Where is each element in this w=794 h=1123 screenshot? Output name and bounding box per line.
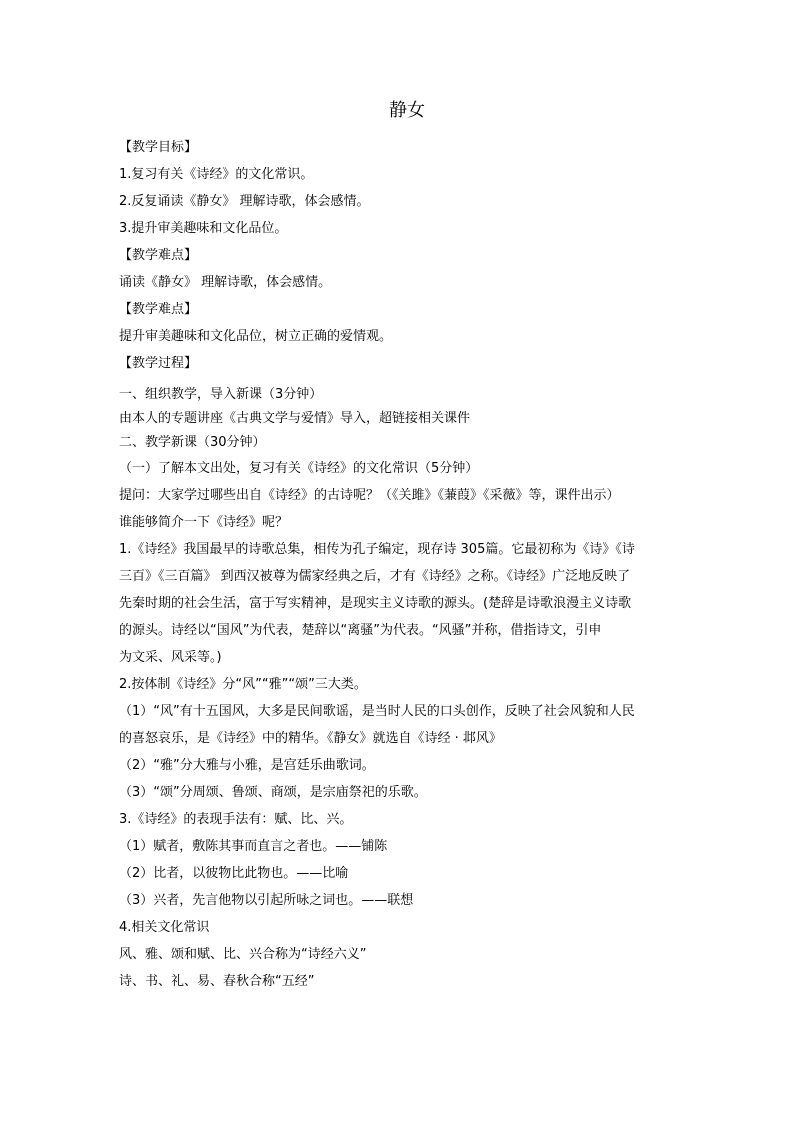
text-line: （2）“雅”分大雅与小雅，是宫廷乐曲歌词。 xyxy=(119,758,375,773)
document-title: 静女 xyxy=(389,100,425,121)
heading-teaching-process: 【教学过程】 xyxy=(119,356,198,371)
text-line: 三百》《三百篇》 到西汉被尊为儒家经典之后，才有《诗经》之称。《诗经》广泛地反映了 xyxy=(119,569,631,584)
text-line: 3.《诗经》的表现手法有：赋、比、兴。 xyxy=(119,812,353,827)
section-heading: 一、组织教学，导入新课（3分钟） xyxy=(119,387,323,402)
text-line: 先秦时期的社会生活，富于写实精神，是现实主义诗歌的源头。(楚辞是诗歌浪漫主义诗歌 xyxy=(119,596,632,611)
text-line: （1）“风”有十五国风，大多是民间歌谣，是当时人民的口头创作，反映了社会风貌和人民 xyxy=(119,704,635,719)
text-line: 的喜怒哀乐，是《诗经》中的精华。《静女》就选自《诗经 · 邶风》 xyxy=(119,731,502,746)
text-line: 诗、书、礼、易、春秋合称“五经” xyxy=(119,974,315,989)
text-line: 为文采、风采等。) xyxy=(119,650,222,665)
heading-teaching-difficulty: 【教学难点】 xyxy=(119,248,198,263)
text-line: （1）赋者，敷陈其事而直言之者也。——铺陈 xyxy=(119,839,388,854)
heading-teaching-goals: 【教学目标】 xyxy=(119,140,198,155)
text-line: 3.提升审美趣味和文化品位。 xyxy=(119,221,288,236)
subsection-heading: （一）了解本文出处，复习有关《诗经》的文化常识（5分钟） xyxy=(119,461,479,476)
text-line: 1.复习有关《诗经》的文化常识。 xyxy=(119,167,314,182)
text-line: （3）“颂”分周颂、鲁颂、商颂，是宗庙祭祀的乐歌。 xyxy=(119,785,427,800)
text-line: 2.按体制《诗经》分“风”“雅”“颂”三大类。 xyxy=(119,677,367,692)
heading-teaching-difficulty-2: 【教学难点】 xyxy=(119,302,198,317)
text-line: 风、雅、颂和赋、比、兴合称为“诗经六义” xyxy=(119,947,367,962)
text-line: 的源头。诗经以“国风”为代表，楚辞以“离骚”为代表。“风骚”并称，借指诗文，引申 xyxy=(119,623,602,638)
text-line: 谁能够简介一下《诗经》呢？ xyxy=(119,515,289,530)
text-line: （2）比者，以彼物比此物也。——比喻 xyxy=(119,866,349,881)
text-line: 由本人的专题讲座《古典文学与爱情》导入，超链接相关课件 xyxy=(119,411,471,426)
text-line: 4.相关文化常识 xyxy=(119,920,210,935)
document-body xyxy=(119,134,695,995)
text-line: 提问：大家学过哪些出自《诗经》的古诗呢？（《关雎》《蒹葭》《采薇》等，课件出示） xyxy=(119,488,620,503)
text-line: 1.《诗经》我国最早的诗歌总集，相传为孔子编定，现存诗 305篇。它最初称为《诗》《诗 xyxy=(119,542,635,557)
text-line: 诵读《静女》 理解诗歌，体会感情。 xyxy=(119,275,332,290)
text-line: 提升审美趣味和文化品位，树立正确的爱情观。 xyxy=(119,329,393,344)
text-line: （3）兴者，先言他物以引起所咏之词也。——联想 xyxy=(119,893,414,908)
section-heading: 二、教学新课（30分钟） xyxy=(119,435,266,450)
text-line: 2.反复诵读《静女》 理解诗歌，体会感情。 xyxy=(119,194,370,209)
